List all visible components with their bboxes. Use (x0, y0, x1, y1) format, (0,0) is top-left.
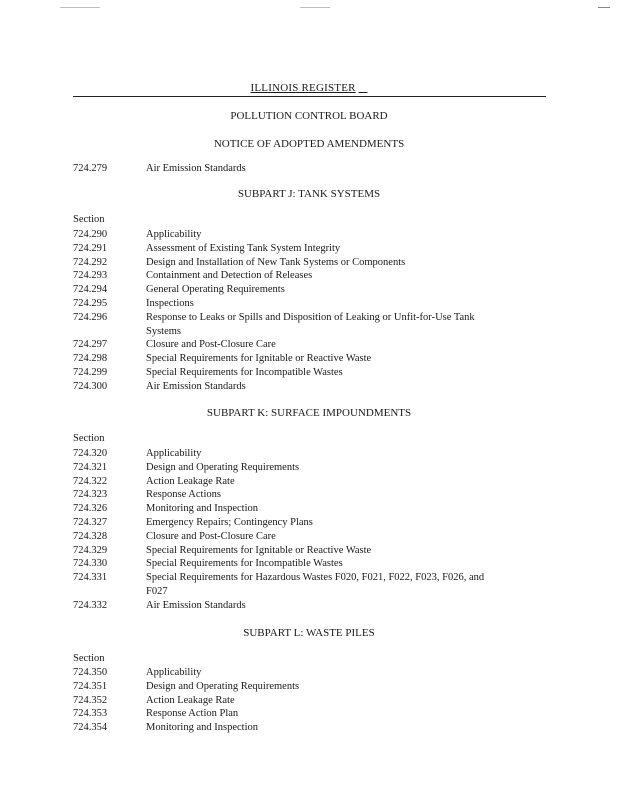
section-title: Monitoring and Inspection (146, 503, 258, 515)
section-title: Response to Leaks or Spills and Disposition of Leaking or Unfit-for-Use Tank (146, 311, 475, 323)
section-title: Response Actions (146, 489, 221, 501)
section-title: Monitoring and Inspection (146, 722, 258, 734)
section-title: Action Leakage Rate (146, 694, 235, 706)
section-number: 724.326 (73, 503, 108, 515)
section-title: Closure and Post-Closure Care (146, 530, 276, 542)
notice-title: NOTICE OF ADOPTED AMENDMENTS (213, 138, 405, 150)
section-label: Section (73, 433, 105, 444)
section-number: 724.290 (73, 229, 108, 240)
section-number: 724.300 (73, 380, 108, 392)
section-title: Inspections (146, 298, 194, 309)
section-number: 724.350 (73, 667, 108, 678)
section-title: Emergency Repairs; Contingency Plans (146, 517, 313, 528)
section-title: Special Requirements for Hazardous Wastes F020, F021, F022, F023, F026, and (146, 572, 485, 584)
section-number: 724.293 (73, 270, 108, 282)
section-number: 724.295 (73, 298, 108, 309)
section-label: Section (73, 214, 105, 225)
section-number: 724.330 (73, 558, 108, 570)
scan-artifact (300, 7, 330, 8)
scan-artifact (60, 7, 100, 8)
section-label: Section (73, 653, 105, 664)
section-number: 724.327 (73, 517, 108, 528)
section-number: 724.291 (73, 242, 108, 254)
section-title: Air Emission Standards (146, 599, 246, 611)
subpart-j-heading: SUBPART J: TANK SYSTEMS (237, 188, 381, 200)
agency-title: POLLUTION CONTROL BOARD (230, 110, 388, 122)
section-title: Closure and Post-Closure Care (146, 339, 276, 351)
section-title: Special Requirements for Incompatible Wastes (146, 367, 343, 378)
section-number: 724.332 (73, 599, 108, 611)
section-title: Action Leakage Rate (146, 475, 235, 487)
section-number: 724.322 (73, 475, 108, 487)
section-title: Applicability (146, 229, 202, 240)
section-number: 724.351 (73, 680, 108, 692)
scan-artifact (598, 7, 610, 8)
section-number: 724.296 (73, 311, 108, 323)
section-title: Applicability (146, 448, 202, 459)
section-number: 724.331 (73, 572, 108, 584)
section-title: Design and Operating Requirements (146, 461, 300, 473)
section-title: Applicability (146, 667, 202, 678)
section-number: 724.299 (73, 367, 108, 378)
section-title: Air Emission Standards (146, 380, 246, 392)
section-title: Response Action Plan (146, 708, 239, 720)
section-number: 724.354 (73, 722, 108, 734)
section-title: Assessment of Existing Tank System Integrity (146, 242, 341, 254)
section-number: 724.294 (73, 284, 108, 296)
section-number: 724.329 (73, 544, 108, 556)
subpart-k-heading: SUBPART K: SURFACE IMPOUNDMENTS (206, 407, 412, 419)
section-title: Special Requirements for Ignitable or Reactive Waste (146, 353, 372, 365)
section-title: Air Emission Standards (146, 163, 246, 174)
section-title: Special Requirements for Ignitable or Reactive Waste (146, 544, 372, 556)
section-number: 724.353 (73, 708, 108, 720)
section-title: Design and Operating Requirements (146, 680, 300, 692)
section-number: 724.320 (73, 448, 108, 459)
section-number: 724.323 (73, 489, 108, 501)
section-number: 724.298 (73, 353, 108, 365)
section-title: Design and Installation of New Tank Systems or Components (146, 256, 406, 268)
section-title: Containment and Detection of Releases (146, 270, 313, 282)
section-number: 724.292 (73, 256, 108, 268)
section-title: General Operating Requirements (146, 284, 285, 296)
register-heading: ILLINOIS REGISTER (250, 82, 356, 94)
section-title-continuation-text: Systems (146, 325, 182, 337)
section-number: 724.321 (73, 461, 108, 473)
section-number: 724.328 (73, 530, 108, 542)
section-number: 724.279 (73, 163, 108, 174)
section-number: 724.297 (73, 339, 108, 351)
section-title-continuation-text: F027 (146, 586, 168, 597)
subpart-l-heading: SUBPART L: WASTE PILES (243, 627, 375, 639)
section-number: 724.352 (73, 694, 108, 706)
header-rule (73, 96, 546, 97)
section-title: Special Requirements for Incompatible Wastes (146, 558, 343, 570)
